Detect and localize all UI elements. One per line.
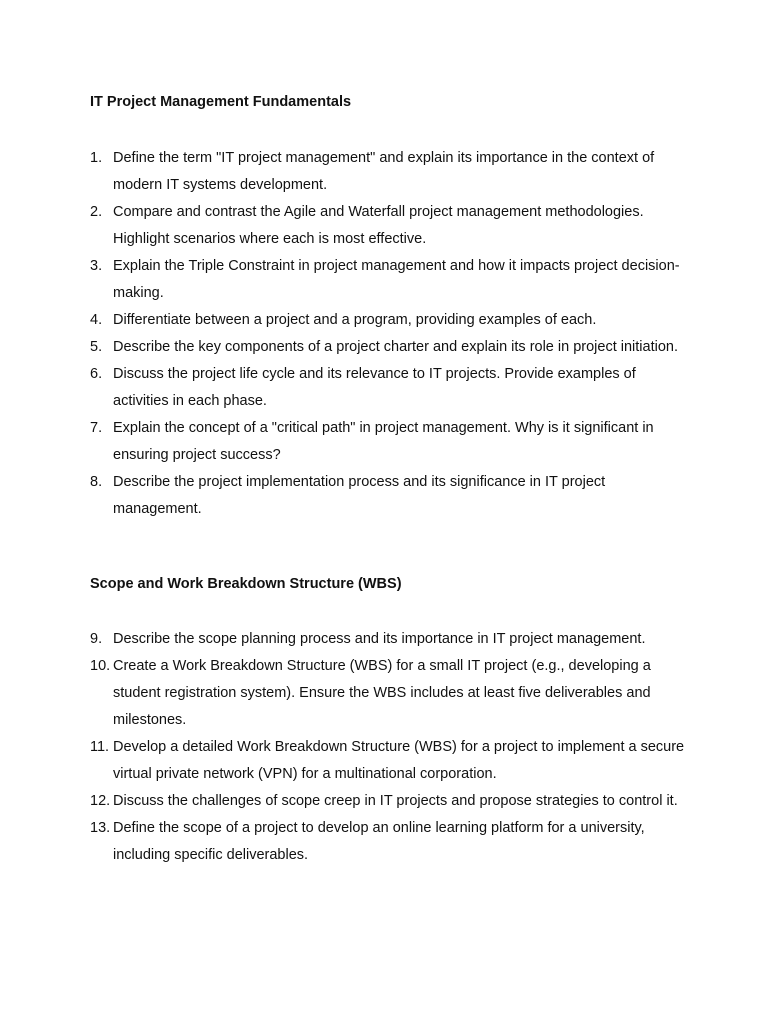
list-item (90, 415, 690, 469)
list-item (90, 199, 690, 253)
list-item (90, 788, 690, 815)
list-item (90, 307, 690, 334)
question-text: Define the term "IT project management" and explain its importance in the context of modern IT systems development. (113, 150, 655, 193)
section-heading: Scope and Work Breakdown Structure (WBS) (90, 576, 402, 592)
question-number: 4. (90, 312, 103, 328)
question-number: 1. (90, 150, 103, 166)
question-text: Discuss the challenges of scope creep in IT projects and propose strategies to control it. (113, 793, 678, 809)
question-number: 3. (90, 258, 103, 274)
question-number: 7. (90, 420, 103, 436)
question-text: Discuss the project life cycle and its relevance to IT projects. Provide examples of activities in each phase. (113, 366, 636, 409)
list-item (90, 653, 690, 734)
section-heading: IT Project Management Fundamentals (90, 94, 352, 110)
list-item (90, 145, 690, 199)
question-number: 6. (90, 366, 103, 382)
list-item (90, 334, 690, 361)
question-text: Describe the project implementation process and its significance in IT project management. (113, 474, 606, 517)
question-list (90, 145, 690, 523)
question-number: 2. (90, 204, 103, 220)
question-number: 10. (90, 658, 111, 674)
list-item (90, 815, 690, 869)
question-text: Describe the key components of a project charter and explain its role in project initiation. (113, 339, 678, 355)
list-item (90, 361, 690, 415)
question-number: 11. (90, 739, 110, 755)
question-list (90, 626, 690, 869)
question-text: Define the scope of a project to develop an online learning platform for a university, including specific deliverables. (113, 820, 645, 863)
question-text: Develop a detailed Work Breakdown Structure (WBS) for a project to implement a secure virtual private network (VPN) for a multinational corporation. (113, 739, 685, 782)
question-text: Describe the scope planning process and its importance in IT project management. (113, 631, 646, 647)
list-item (90, 469, 690, 523)
question-number: 8. (90, 474, 103, 490)
list-item (90, 734, 690, 788)
question-text: Create a Work Breakdown Structure (WBS) for a small IT project (e.g., developing a student registration system). Ensure the WBS includes at least five deliverables and milestones. (113, 658, 651, 728)
list-item (90, 253, 690, 307)
question-number: 9. (90, 631, 103, 647)
question-text: Compare and contrast the Agile and Waterfall project management methodologies. Highlight scenarios where each is most effective. (113, 204, 644, 247)
question-number: 13. (90, 820, 111, 836)
question-number: 5. (90, 339, 103, 355)
question-text: Differentiate between a project and a program, providing examples of each. (113, 312, 597, 328)
question-text: Explain the Triple Constraint in project management and how it impacts project decision-making. (113, 258, 680, 301)
question-number: 12. (90, 793, 111, 809)
list-item (90, 626, 690, 653)
question-text: Explain the concept of a "critical path" in project management. Why is it significant in ensuring project success? (113, 420, 654, 463)
